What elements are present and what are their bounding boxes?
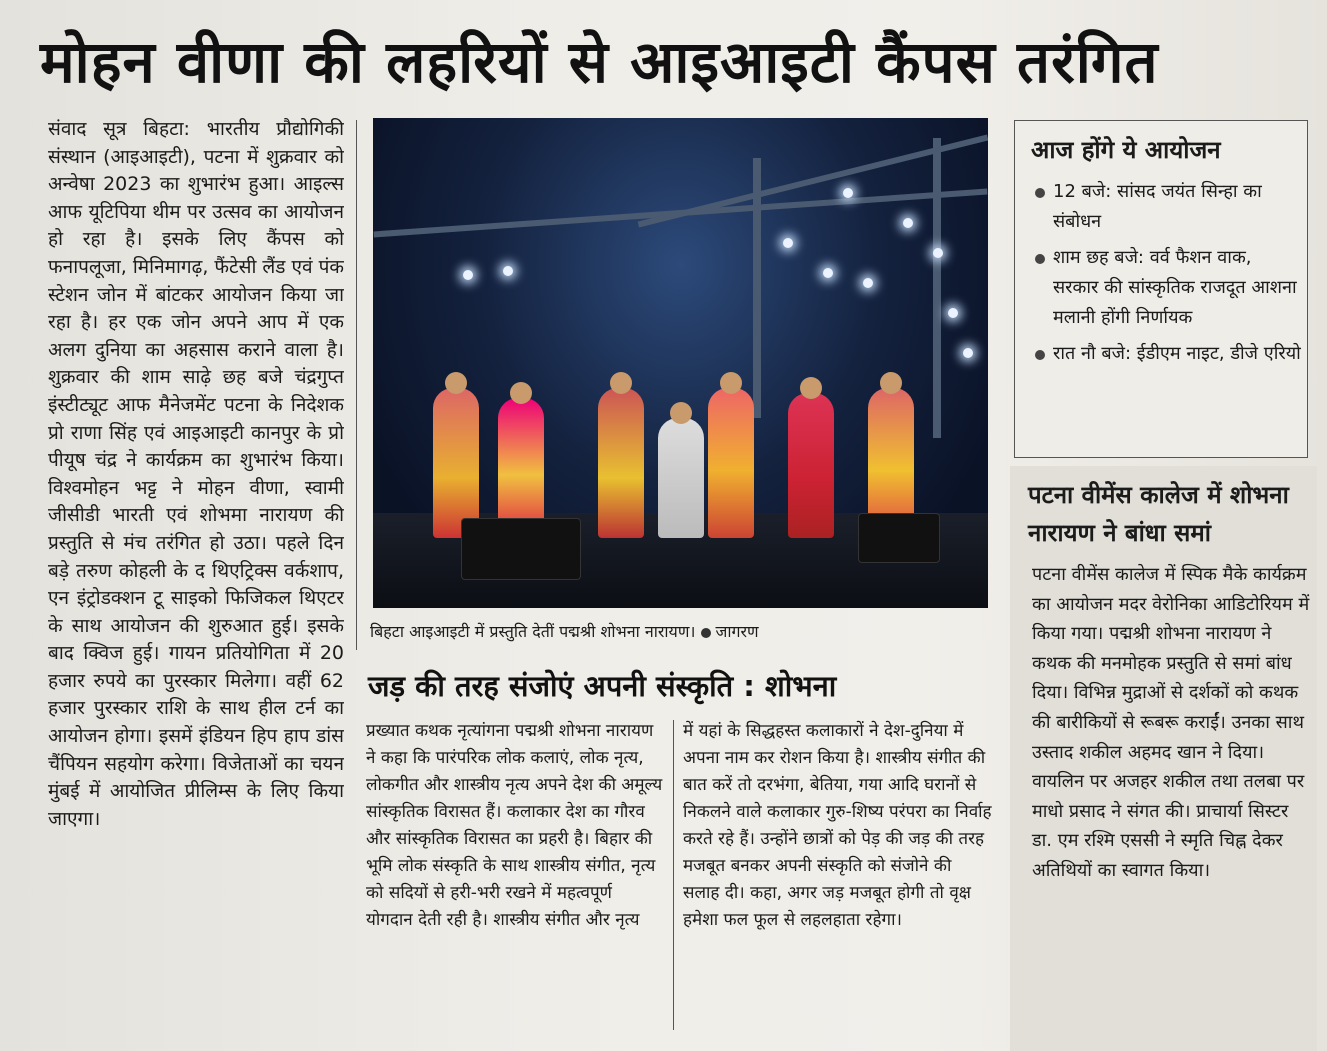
caption-text: बिहटा आइआइटी में प्रस्तुति देतीं पद्मश्री शोभना नारायण। [370,622,696,641]
photo-caption [370,618,990,646]
sidebar-story [1010,466,1317,1051]
sidebar-headline: पटना वीमेंस कालेज में शोभना नारायण ने बांधा समां [1028,481,1289,547]
main-headline: मोहन वीणा की लहरियों से आइआइटी कैंपस तरंगित [40,28,1159,96]
event-text: शाम छह बजे: वर्व फैशन वाक, सरकार की सांस्कृतिक राजदूत आशना मलानी होंगी निर्णायक [1053,247,1297,328]
bullet-icon [1035,350,1045,360]
list-item [1033,177,1301,237]
second-story-column-2: में यहां के सिद्धहस्त कलाकारों ने देश-दुनिया में अपना नाम कर रोशन किया है। शास्त्रीय संगीत की बात करें तो दरभंगा, बेतिया, गया आदि घरानों से निकलने वाले कलाकार गुरु-शिष्य परंपरा का निर्वाह करते रहे हैं। उन्होंने छात्रों को पेड़ की जड़ की तरह मजबूत बनकर अपनी संस्कृति को संजोने की सलाह दी। कहा, अगर जड़ मजबूत होगी तो वृक्ष हमेशा फल फूल से लहलहाता रहेगा। [683,721,992,930]
stage-performance-photo [373,118,988,608]
main-story-text: संवाद सूत्र बिहटा: भारतीय प्रौद्योगिकी संस्थान (आइआइटी), पटना में शुक्रवार को अन्वेषा 2023 का शुभारंभ हुआ। आइल्स आफ यूटिपिया थीम पर उत्सव का आयोजन हो रहा है। इसके लिए कैंपस को फनापलूजा, मिनिमागढ़, फैंटेसी लैंड एवं पंक स्टेशन जोन में बांटकर आयोजन किया जा रहा है। हर एक जोन अपने आप में एक अलग दुनिया का अहसास कराने वाला है। शुक्रवार की शाम साढ़े छह बजे चंद्रगुप्त इंस्टीट्यूट आफ मैनेजमेंट पटना के निदेशक प्रो राणा सिंह एवं आइआइटी कानपुर के प्रो पीयूष चंद्र ने कार्यक्रम का शुभारंभ किया। विश्वमोहन भट्ट ने मोहन वीणा, स्वामी जीसीडी भारती एवं शोभमा नारायण की प्रस्तुति से मंच तरंगित हो उठा। पहले दिन बड़े तरुण कोहली के द थिएट्रिक्स वर्कशाप, एन इंट्रोडक्शन टू साइको फिजिकल थिएटर के साथ आयोजन की शुरुआत हुई। इसके बाद क्विज हुई। गायन प्रतियोगिता में 20 हजार रुपये का पुरस्कार मिलेगा। वहीं 62 हजार पुरस्कार राशि के साथ हील टर्न का आयोजन होगा। इसमें इंडियन हिप हाप डांस चैंपियन सहयोग करेगा। विजेताओं का चयन मुंबई में आयोजित प्रीलिम्स के लिए किया जाएगा। [48,118,344,830]
list-item [1033,243,1301,333]
bullet-icon [1035,188,1045,198]
event-text: रात नौ बजे: ईडीएम नाइट, डीजे एरियो [1053,343,1301,364]
events-box [1014,120,1308,458]
second-story-column-1: प्रख्यात कथक नृत्यांगना पद्मश्री शोभना नारायण ने कहा कि पारंपरिक लोक कलाएं, लोक नृत्य, लोकगीत और शास्त्रीय नृत्य अपने देश की अमूल्य सांस्कृतिक विरासत हैं। कलाकार देश का गौरव और सांस्कृतिक विरासत का प्रहरी है। बिहार की भूमि लोक संस्कृति के साथ शास्त्रीय संगीत, नृत्य को सदियों से हरी-भरी रखने में महत्वपूर्ण योगदान देती रही है। शास्त्रीय संगीत और नृत्य [366,721,663,930]
column-divider [673,720,674,1030]
events-list [1033,177,1301,375]
events-box-title: आज होंगे ये आयोजन [1031,136,1221,164]
column-divider [356,120,357,650]
event-text: 12 बजे: सांसद जयंत सिन्हा का संबोधन [1053,181,1262,232]
sidebar-text: पटना वीमेंस कालेज में स्पिक मैके कार्यक्रम का आयोजन मदर वेरोनिका आडिटोरियम में किया गया। पद्मश्री शोभना नारायण ने कथक की मनमोहक प्रस्तुति से समां बांध दिया। विभिन्न मुद्राओं से दर्शकों को कथक की बारीकियों से रूबरू कराईं। उनका साथ उस्ताद शकील अहमद खान ने दिया। वायलिन पर अजहर शकील तथा तलबा पर माधो प्रसाद ने संगत की। प्राचार्या सिस्टर डा. एम रश्मि एससी ने स्मृति चिह्न देकर अतिथियों का स्वागत किया। [1032,564,1310,881]
photo-credit: जागरण [715,622,759,641]
second-headline: जड़ की तरह संजोएं अपनी संस्कृति : शोभना [368,669,837,703]
credit-bullet-icon [701,628,711,638]
list-item [1033,339,1301,369]
bullet-icon [1035,254,1045,264]
